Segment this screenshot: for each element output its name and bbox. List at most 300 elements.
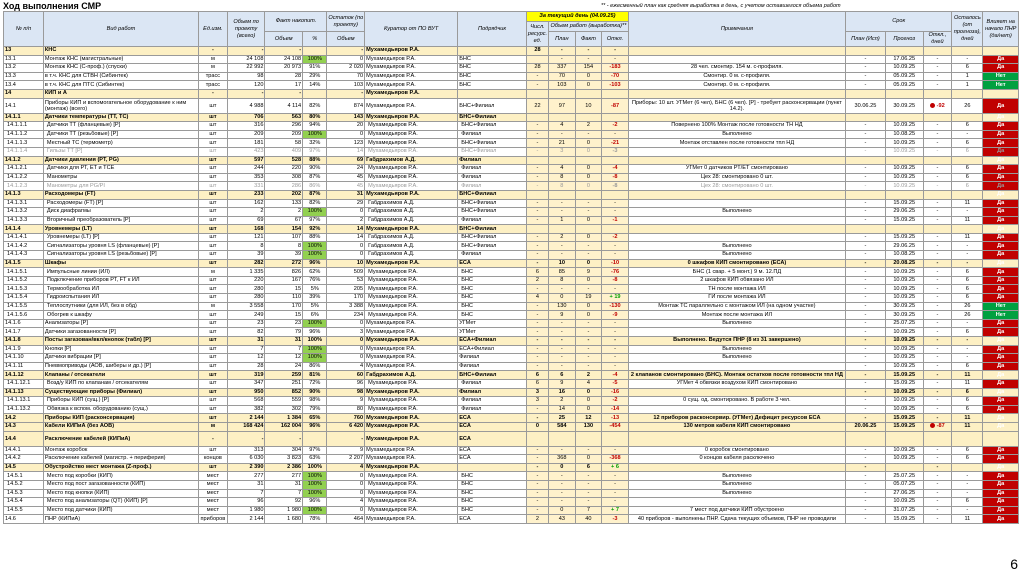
forecast: 10.09.25: [885, 455, 923, 464]
term-plan: -: [846, 147, 886, 156]
fact-volume: -: [265, 47, 303, 56]
pnr-impact: Нет: [983, 81, 1019, 90]
remaining-days: -: [952, 489, 983, 498]
page-number: 6: [1010, 556, 1018, 572]
remaining-days: -: [952, 55, 983, 64]
remaining-days: 6: [952, 397, 983, 406]
day-plan: 2: [549, 233, 576, 242]
table-row: [4, 268, 1019, 277]
remaining-days: -: [952, 242, 983, 251]
rest-volume: 0: [327, 55, 365, 64]
note: 2 шкафов КИП обвязано ИЛ: [628, 276, 845, 285]
day-plan: -: [549, 199, 576, 208]
day-fact: 0: [575, 302, 602, 311]
day-deviation: + 19: [602, 294, 629, 303]
day-fact: 0: [575, 182, 602, 191]
fact-percent: 94%: [303, 122, 327, 131]
curator: Мухамедьяров Р.А.: [365, 345, 458, 354]
contractor: ЕСА: [458, 422, 527, 431]
term-plan: -: [846, 472, 886, 481]
term-plan: -: [846, 64, 886, 73]
remaining-days: 11: [952, 379, 983, 388]
day-deviation: -103: [602, 81, 629, 90]
note: [628, 147, 845, 156]
unit: шт: [198, 233, 227, 242]
staff: -: [526, 182, 548, 191]
deviation-days: -: [923, 233, 952, 242]
col-forecast: Прогноз: [885, 32, 923, 47]
staff: -: [526, 242, 548, 251]
day-fact: -: [575, 319, 602, 328]
remaining-days: 6: [952, 446, 983, 455]
forecast: 15.09.25: [885, 233, 923, 242]
unit: шт: [198, 130, 227, 139]
table-row: [4, 455, 1019, 464]
staff: -: [526, 139, 548, 148]
staff: -: [526, 354, 548, 363]
fact-percent: 98%: [303, 397, 327, 406]
fact-percent: 87%: [303, 190, 327, 199]
work-name: Сигнализаторы уровня LS (фланцевые) [Р]: [43, 242, 198, 251]
work-name: Датчики давления (РТ, PG): [43, 156, 198, 165]
note: 0 сущ. од. смонтировано. В работе 3 чел.: [628, 397, 845, 406]
note: Выполнено: [628, 345, 845, 354]
unit: шт: [198, 156, 227, 165]
pnr-impact: Да: [983, 130, 1019, 139]
curator: Мухамедьяров Р.А.: [365, 225, 458, 234]
remaining-days: 6: [952, 405, 983, 414]
fact-volume: 202: [265, 190, 303, 199]
unit: шт: [198, 379, 227, 388]
pnr-impact: Да: [983, 156, 1019, 165]
deviation-days: -: [923, 285, 952, 294]
unit: шт: [198, 190, 227, 199]
fact-percent: 76%: [303, 276, 327, 285]
deviation-days: [923, 225, 952, 234]
rest-volume: 14: [327, 225, 365, 234]
fact-volume: 1 680: [265, 515, 303, 524]
day-deviation: -8: [602, 276, 629, 285]
day-deviation: -14: [602, 405, 629, 414]
note: [628, 362, 845, 371]
deviation-days: -: [923, 55, 952, 64]
fact-volume: 154: [265, 225, 303, 234]
note: [628, 113, 845, 122]
term-plan: -: [846, 515, 886, 524]
pnr-impact: Да: [983, 285, 1019, 294]
unit: -: [198, 47, 227, 56]
rest-volume: 0: [327, 242, 365, 251]
fact-volume: 286: [265, 182, 303, 191]
deviation-days: -: [923, 319, 952, 328]
day-fact: 7: [575, 506, 602, 515]
day-plan: -: [549, 337, 576, 346]
work-name: Посты загазован/вкл/кнопок (табл) [Р]: [43, 337, 198, 346]
col-plan: План: [549, 32, 576, 47]
day-fact: -: [575, 55, 602, 64]
day-fact: -: [575, 480, 602, 489]
day-plan: 43: [549, 515, 576, 524]
fact-percent: [303, 89, 327, 98]
col-rest: Остаток (по проекту): [327, 12, 365, 32]
forecast: 15.09.25: [885, 371, 923, 380]
forecast: 10.08.25: [885, 251, 923, 260]
remaining-days: 6: [952, 268, 983, 277]
forecast: 10.09.25: [885, 182, 923, 191]
col-remaining: Осталось (от прогноза), дней: [952, 12, 983, 47]
forecast: 30.09.25: [885, 98, 923, 113]
deviation-days: -: [923, 463, 952, 472]
table-row: [4, 371, 1019, 380]
unit: шт: [198, 139, 227, 148]
term-plan: -: [846, 130, 886, 139]
curator: Мухамедьяров Р.А.: [365, 173, 458, 182]
row-number: 14.1.2.2: [4, 173, 44, 182]
rest-volume: 70: [327, 72, 365, 81]
term-plan: -: [846, 208, 886, 217]
contractor: БНС+Филиал: [458, 233, 527, 242]
staff: 0: [526, 422, 548, 431]
day-deviation: -2: [602, 233, 629, 242]
table-row: [4, 354, 1019, 363]
term-plan: [846, 89, 886, 98]
rest-volume: 0: [327, 337, 365, 346]
work-name: Приборы КИП и вспомогательное оборудование к ним (монтаж) (всего): [43, 98, 198, 113]
curator: Мухамедьяров Р.А.: [365, 405, 458, 414]
table-row: [4, 64, 1019, 73]
day-plan: -: [549, 328, 576, 337]
rest-volume: 874: [327, 98, 365, 113]
contractor: Филиал: [458, 354, 527, 363]
unit: шт: [198, 371, 227, 380]
fact-volume: 563: [265, 113, 303, 122]
col-impact: Влияет на начало ПНР (да/нет): [983, 12, 1019, 47]
project-volume: -: [227, 89, 265, 98]
contractor: ЕСА: [458, 446, 527, 455]
row-number: 14.1.5.1: [4, 268, 44, 277]
work-name: Шкафы: [43, 259, 198, 268]
fact-percent: 100%: [303, 242, 327, 251]
col-unit: Ед.изм.: [198, 12, 227, 47]
curator: Мухамедьяров Р.А.: [365, 414, 458, 423]
row-number: 14.5.3: [4, 489, 44, 498]
day-deviation: [602, 225, 629, 234]
fact-percent: 5%: [303, 285, 327, 294]
forecast: 30.09.25: [885, 302, 923, 311]
curator: Мухамедьяров Р.А.: [365, 47, 458, 56]
table-row: [4, 311, 1019, 320]
day-fact: 130: [575, 422, 602, 431]
pnr-impact: Да: [983, 362, 1019, 371]
col-fact: Факт накопит.: [265, 12, 327, 32]
project-volume: 209: [227, 130, 265, 139]
pnr-impact: Да: [983, 225, 1019, 234]
day-fact: -: [575, 354, 602, 363]
fact-percent: 96%: [303, 422, 327, 431]
fact-volume: 277: [265, 472, 303, 481]
curator: Габдрахимов А.Д.: [365, 251, 458, 260]
row-number: 14.1.3: [4, 190, 44, 199]
fact-percent: 90%: [303, 388, 327, 397]
row-number: 14.5.1: [4, 472, 44, 481]
note: [628, 156, 845, 165]
day-fact: -: [575, 337, 602, 346]
day-deviation: -: [602, 337, 629, 346]
forecast: [885, 431, 923, 446]
forecast: 15.09.25: [885, 199, 923, 208]
day-plan: 9: [549, 379, 576, 388]
unit: -: [198, 431, 227, 446]
fact-percent: 96%: [303, 259, 327, 268]
fact-percent: 86%: [303, 182, 327, 191]
forecast: [885, 89, 923, 98]
fact-percent: 100%: [303, 463, 327, 472]
fact-percent: 5%: [303, 302, 327, 311]
curator: Мухамедьяров Р.А.: [365, 328, 458, 337]
contractor: БНС: [458, 498, 527, 507]
fact-volume: 24: [265, 362, 303, 371]
fact-volume: 259: [265, 371, 303, 380]
deviation-days: -: [923, 371, 952, 380]
deviation-days: -: [923, 268, 952, 277]
day-fact: -: [575, 489, 602, 498]
work-name: Датчики вибрации [Р]: [43, 354, 198, 363]
rest-volume: 0: [327, 208, 365, 217]
contractor: Филиал: [458, 397, 527, 406]
project-volume: 249: [227, 311, 265, 320]
rest-volume: 96: [327, 379, 365, 388]
note: 2 клапанов смонтировано (БНС). Монтаж остатков после готовности тпл НД: [628, 371, 845, 380]
pnr-impact: Да: [983, 414, 1019, 423]
day-fact: 9: [575, 268, 602, 277]
pnr-impact: Да: [983, 251, 1019, 260]
rest-volume: 45: [327, 173, 365, 182]
note: [628, 47, 845, 56]
note: Выполнено: [628, 242, 845, 251]
day-fact: 40: [575, 515, 602, 524]
table-row: [4, 199, 1019, 208]
term-plan: [846, 47, 886, 56]
work-name: Вторичный преобразователь [Р]: [43, 216, 198, 225]
deviation-days: -: [923, 472, 952, 481]
day-deviation: [602, 89, 629, 98]
deviation-days: -: [923, 446, 952, 455]
row-number: 14: [4, 89, 44, 98]
remaining-days: 11: [952, 422, 983, 431]
pnr-impact: Да: [983, 506, 1019, 515]
unit: шт: [198, 98, 227, 113]
fact-volume: 7: [265, 489, 303, 498]
note: УГМет 0 датчиков РТ/ЕТ смонтировано: [628, 165, 845, 174]
forecast: [885, 156, 923, 165]
unit: шт: [198, 225, 227, 234]
work-name: Манометры для PG/PI: [43, 182, 198, 191]
staff: -: [526, 130, 548, 139]
work-name: Гидроиспытания ИЛ: [43, 294, 198, 303]
forecast: 10.09.25: [885, 122, 923, 131]
pnr-impact: Да: [983, 455, 1019, 464]
table-row: [4, 302, 1019, 311]
project-volume: 96: [227, 498, 265, 507]
work-name: Существующие приборы (Филиал): [43, 388, 198, 397]
table-row: [4, 515, 1019, 524]
work-name: Уровнемеры (LT): [43, 225, 198, 234]
fact-percent: 97%: [303, 147, 327, 156]
fact-percent: 90%: [303, 165, 327, 174]
day-deviation: -: [602, 130, 629, 139]
forecast: 29.06.25: [885, 242, 923, 251]
day-plan: -: [549, 242, 576, 251]
day-deviation: -8: [602, 182, 629, 191]
pnr-impact: Да: [983, 498, 1019, 507]
term-plan: 20.06.25: [846, 422, 886, 431]
deviation-days: -: [923, 302, 952, 311]
project-volume: 7: [227, 345, 265, 354]
row-number: 14.1.12: [4, 371, 44, 380]
curator: Мухамедьяров Р.А.: [365, 98, 458, 113]
remaining-days: 11: [952, 216, 983, 225]
term-plan: -: [846, 294, 886, 303]
remaining-days: -: [952, 480, 983, 489]
fact-volume: 12: [265, 354, 303, 363]
contractor: Филиал: [458, 405, 527, 414]
remaining-days: 6: [952, 498, 983, 507]
forecast: 10.09.25: [885, 354, 923, 363]
project-volume: 23: [227, 319, 265, 328]
rest-volume: 464: [327, 515, 365, 524]
deviation-days: -: [923, 337, 952, 346]
project-volume: 950: [227, 388, 265, 397]
contractor: ЕСА: [458, 455, 527, 464]
forecast: [885, 47, 923, 56]
table-row: [4, 122, 1019, 131]
day-plan: -: [549, 319, 576, 328]
row-number: 14.1.13: [4, 388, 44, 397]
deviation-days: -92: [923, 98, 952, 113]
deviation-days: -: [923, 199, 952, 208]
fact-volume: 852: [265, 388, 303, 397]
deviation-days: [923, 190, 952, 199]
contractor: Филиал: [458, 130, 527, 139]
contractor: БНС+Филиал: [458, 225, 527, 234]
work-name: КИП и А: [43, 89, 198, 98]
day-fact: 12: [575, 414, 602, 423]
curator: Мухамедьяров Р.А.: [365, 130, 458, 139]
fact-volume: 304: [265, 446, 303, 455]
day-deviation: -4: [602, 371, 629, 380]
curator: Мухамедьяров Р.А.: [365, 506, 458, 515]
work-name: Монтаж КНС (С-проф.) (спуски): [43, 64, 198, 73]
contractor: Филиал: [458, 251, 527, 260]
curator: Мухамедьяров Р.А.: [365, 311, 458, 320]
rest-volume: 10: [327, 259, 365, 268]
term-plan: -: [846, 405, 886, 414]
table-row: [4, 388, 1019, 397]
remaining-days: 11: [952, 371, 983, 380]
deviation-days: -: [923, 173, 952, 182]
curator: Мухамедьяров Р.А.: [365, 463, 458, 472]
table-row: [4, 414, 1019, 423]
curator: Габдрахимов А.Д.: [365, 208, 458, 217]
fact-percent: 86%: [303, 362, 327, 371]
table-row: [4, 489, 1019, 498]
unit: концов: [198, 455, 227, 464]
rest-volume: 14: [327, 233, 365, 242]
fact-percent: 29%: [303, 72, 327, 81]
unit: м: [198, 422, 227, 431]
staff: -: [526, 259, 548, 268]
staff: -: [526, 480, 548, 489]
fact-volume: 826: [265, 268, 303, 277]
deviation-days: [923, 113, 952, 122]
remaining-days: [952, 463, 983, 472]
day-plan: 0: [549, 463, 576, 472]
pnr-impact: Да: [983, 397, 1019, 406]
unit: шт: [198, 446, 227, 455]
project-volume: 2: [227, 208, 265, 217]
curator: Мухамедьяров Р.А.: [365, 431, 458, 446]
contractor: Филиал: [458, 173, 527, 182]
remaining-days: 26: [952, 302, 983, 311]
curator: Мухамедьяров Р.А.: [365, 268, 458, 277]
table-row: [4, 463, 1019, 472]
rest-volume: 45: [327, 182, 365, 191]
note: ГИ после монтажа ИЛ: [628, 294, 845, 303]
col-day-volume: Объем работ (выработка)**: [549, 22, 629, 32]
contractor: БНС: [458, 294, 527, 303]
day-plan: 103: [549, 81, 576, 90]
pnr-impact: Да: [983, 208, 1019, 217]
deviation-days: -: [923, 147, 952, 156]
forecast: [885, 190, 923, 199]
fact-volume: 559: [265, 397, 303, 406]
unit: мест: [198, 489, 227, 498]
table-row: [4, 165, 1019, 174]
term-plan: -: [846, 242, 886, 251]
row-number: 14.4.1: [4, 446, 44, 455]
note: [628, 216, 845, 225]
row-number: 14.4.2: [4, 455, 44, 464]
forecast: 10.08.25: [885, 130, 923, 139]
staff: -: [526, 147, 548, 156]
remaining-days: 6: [952, 362, 983, 371]
deviation-days: [923, 156, 952, 165]
unit: шт: [198, 182, 227, 191]
col-dev: Откл.: [602, 32, 629, 47]
work-name: Приборы КИП (сущ.) [Р]: [43, 397, 198, 406]
staff: -: [526, 362, 548, 371]
pnr-impact: Да: [983, 405, 1019, 414]
row-number: 14.1.6: [4, 319, 44, 328]
fact-volume: -: [265, 431, 303, 446]
unit: шт: [198, 294, 227, 303]
remaining-days: 6: [952, 388, 983, 397]
pnr-impact: [983, 431, 1019, 446]
day-fact: -: [575, 208, 602, 217]
table-row: [4, 480, 1019, 489]
table-row: [4, 251, 1019, 260]
fact-volume: 58: [265, 139, 303, 148]
rest-volume: 0: [327, 319, 365, 328]
staff: -: [526, 337, 548, 346]
curator: Мухамедьяров Р.А.: [365, 81, 458, 90]
fact-percent: 100%: [303, 208, 327, 217]
project-volume: 3 558: [227, 302, 265, 311]
fact-percent: 100%: [303, 337, 327, 346]
fact-percent: 14%: [303, 81, 327, 90]
day-plan: 10: [549, 259, 576, 268]
fact-percent: 62%: [303, 268, 327, 277]
